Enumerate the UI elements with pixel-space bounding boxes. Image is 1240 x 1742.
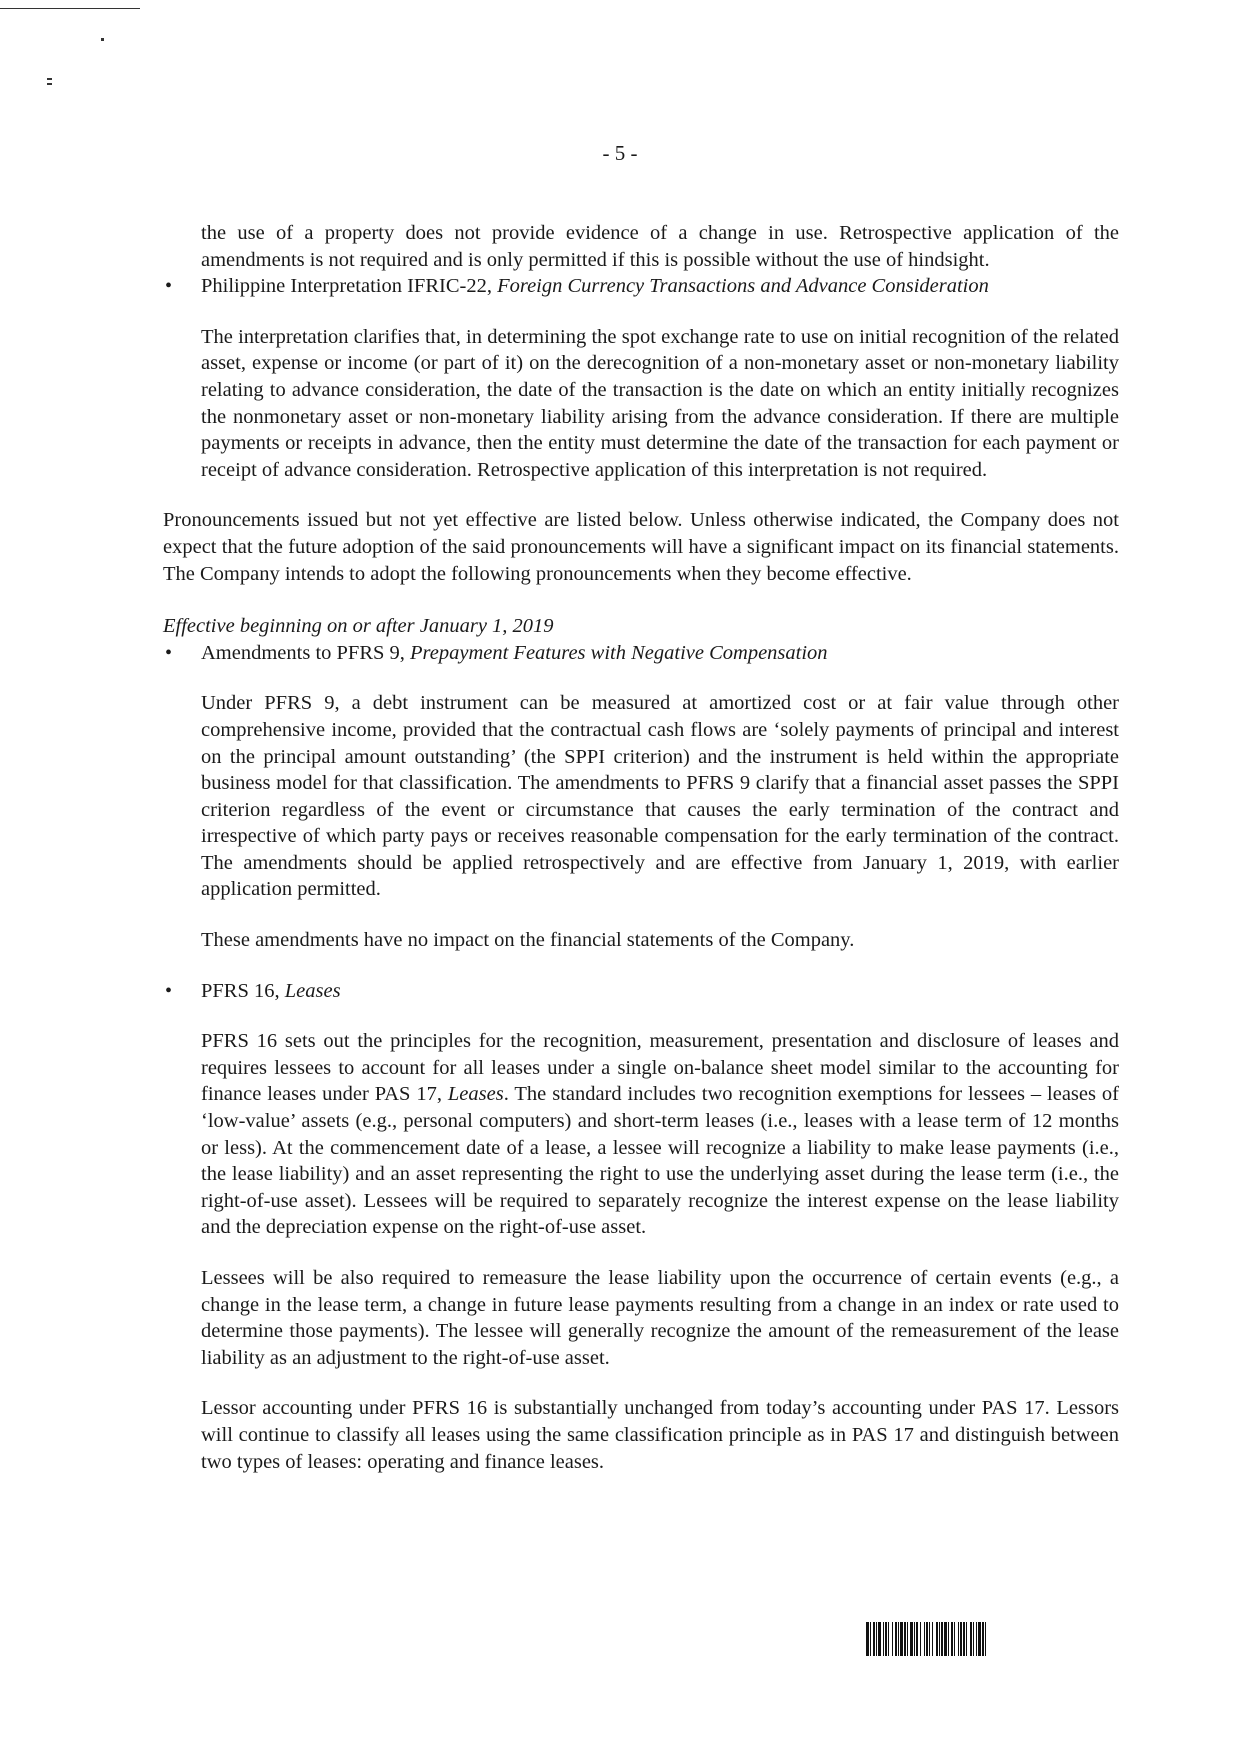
scan-speck bbox=[47, 78, 52, 80]
bullet-item-ifric22 bbox=[163, 273, 1119, 300]
bullet-title: PFRS 16, bbox=[201, 979, 285, 1002]
bullet-icon: • bbox=[165, 979, 173, 1002]
pfrs9-impact-paragraph: These amendments have no impact on the financial statements of the Company. bbox=[201, 929, 855, 952]
bullet-icon: • bbox=[165, 641, 173, 664]
bullet-title: Philippine Interpretation IFRIC-22, bbox=[201, 275, 498, 298]
ifric22-paragraph: The interpretation clarifies that, in determining the spot exchange rate to use on initial recognition of the related asset, expense or income (or part of it) on the derecognition of a non-monetary asset or non-monetary liability relating to advance consideration, the date of the transaction is the date on which an entity initially recognizes the nonmonetary asset or non-monetary liability arising from the advance consideration. If there are multiple payments or receipts in advance, then the entity must determine the date of the transaction for each payment or receipt of advance consideration. Retrospective application of this interpretation is not required. bbox=[201, 325, 1119, 481]
scan-top-rule bbox=[0, 8, 140, 9]
bullet-title: Amendments to PFRS 9, bbox=[201, 641, 411, 664]
scan-speck bbox=[101, 38, 104, 41]
pfrs9-paragraph: Under PFRS 9, a debt instrument can be measured at amortized cost or at fair value through other comprehensive income, provided that the contractual cash flows are ‘solely payments of principal and interest on the principal amount outstanding’ (the SPPI criterion) and the instrument is held within the appropriate business model for that classification. The amendments to PFRS 9 clarify that a financial asset passes the SPPI criterion regardless of the event or circumstance that causes the early termination of the contract and irrespective of which party pays or receives reasonable compensation for the early termination of the contract. The amendments should be applied retrospectively and are effective from January 1, 2019, with earlier application permitted. bbox=[201, 692, 1119, 901]
document-body bbox=[163, 220, 1119, 1475]
scan-speck bbox=[47, 83, 52, 85]
bullet-title-italic: Foreign Currency Transactions and Advance Consideration bbox=[497, 275, 989, 298]
continued-paragraph: the use of a property does not provide evidence of a change in use. Retrospective application of the amendments is not required and is only permitted if this is possible without the use of hindsight. bbox=[201, 222, 1119, 271]
effective-heading: Effective beginning on or after January 1, 2019 bbox=[163, 615, 554, 638]
pfrs16-paragraph-1 bbox=[201, 1028, 1119, 1241]
pfrs16-para1-text-b: . The standard includes two recognition exemptions for lessees – leases of ‘low-value’ assets (e.g., personal computers) and short-term leases (i.e., leases with a lease term of 12 months or less). At the commencement date of a lease, a lessee will recognize a liability to make lease payments (i.e., the lease liability) and an asset representing the right to use the underlying asset during the lease term (i.e., the right-of-use asset). Lessees will be required to separately recognize the interest expense on the lease liability and the depreciation expense on the right-of-use asset. bbox=[201, 1083, 1119, 1239]
bullet-title-italic: Prepayment Features with Negative Compensation bbox=[410, 641, 828, 664]
bullet-title-italic: Leases bbox=[284, 979, 341, 1002]
bullet-item-pfrs16 bbox=[163, 978, 1119, 1005]
barcode-image bbox=[866, 1622, 1118, 1656]
pfrs16-para1-text-a: PFRS 16 sets out the principles for the recognition, measurement, presentation and disclosure of leases and requires lessees to account for all leases under a single on-balance sheet model similar to the accounting for finance leases under PAS 17, bbox=[201, 1030, 1119, 1106]
barcode-bar bbox=[986, 1622, 988, 1656]
bullet-icon: • bbox=[165, 275, 173, 298]
pfrs16-para1-italic: Leases bbox=[447, 1083, 504, 1106]
pfrs16-paragraph-3: Lessor accounting under PFRS 16 is substantially unchanged from today’s accounting under PAS 17. Lessors will continue to classify all leases using the same classification principle as in PAS 17 and distinguish between two types of leases: operating and finance leases. bbox=[201, 1397, 1119, 1473]
pronouncements-paragraph: Pronouncements issued but not yet effective are listed below. Unless otherwise indicated, the Company does not expect that the future adoption of the said pronouncements will have a significant impact on its financial statements. The Company intends to adopt the following pronouncements when they become effective. bbox=[163, 509, 1119, 585]
page-number: - 5 - bbox=[602, 141, 638, 165]
bullet-item-pfrs9 bbox=[163, 640, 1119, 667]
pfrs16-paragraph-2: Lessees will be also required to remeasure the lease liability upon the occurrence of certain events (e.g., a change in the lease term, a change in future lease payments resulting from a change in an index or rate used to determine those payments). The lessee will generally recognize the amount of the remeasurement of the lease liability as an adjustment to the right-of-use asset. bbox=[201, 1267, 1119, 1369]
